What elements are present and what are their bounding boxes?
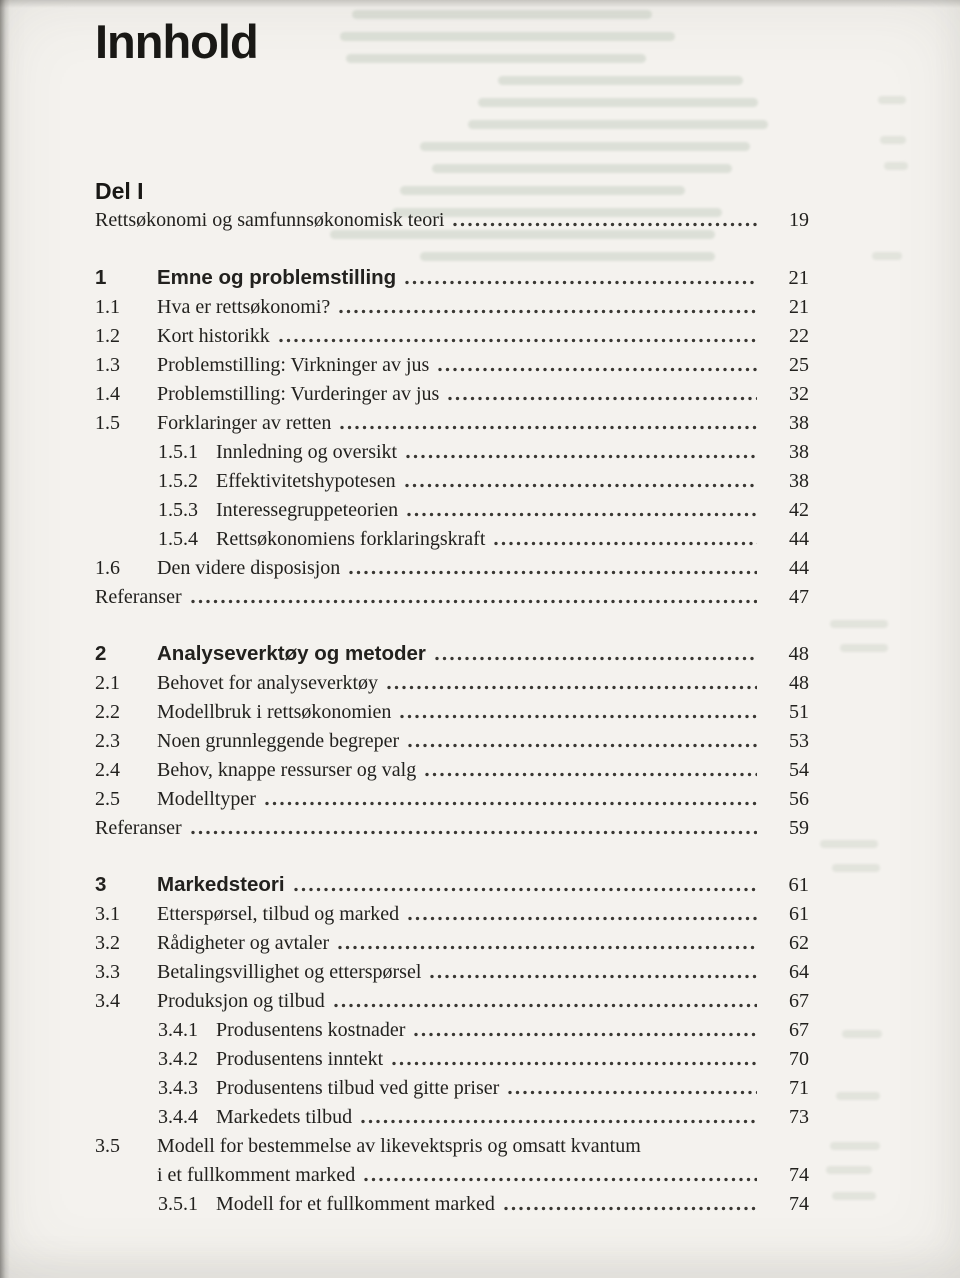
dotted-leader bbox=[508, 1090, 757, 1095]
toc-entry-title: Behovet for analyseverktøy bbox=[157, 672, 379, 694]
toc-entry bbox=[95, 1103, 809, 1132]
dotted-leader bbox=[408, 743, 757, 748]
toc-entry-title: Noen grunnleggende begreper bbox=[157, 730, 400, 752]
toc-entry-title: Rettsøkonomiens forklaringskraft bbox=[216, 528, 486, 550]
toc-entry bbox=[95, 1016, 809, 1045]
toc-entry bbox=[95, 1045, 809, 1074]
toc-entry bbox=[95, 322, 809, 351]
toc-entry-number: 3.1 bbox=[95, 903, 120, 925]
toc-entry-title: Betalingsvillighet og etterspørsel bbox=[157, 961, 422, 983]
toc-entry-page: 32 bbox=[789, 383, 809, 405]
toc-entry-title: Hva er rettsøkonomi? bbox=[157, 296, 331, 318]
toc-entry-number: 1.4 bbox=[95, 383, 120, 405]
toc-entry-number: 3.5.1 bbox=[158, 1193, 198, 1215]
dotted-leader bbox=[349, 570, 757, 575]
toc-entry-title: i et fullkomment marked bbox=[157, 1164, 356, 1186]
toc-entry-number: 1.5.1 bbox=[158, 441, 198, 463]
toc-list bbox=[95, 263, 809, 1219]
toc-entry-page: 73 bbox=[789, 1106, 809, 1128]
dotted-leader bbox=[361, 1119, 757, 1124]
toc-entry-title: Markedets tilbud bbox=[216, 1106, 353, 1128]
toc-entry-number: 1.2 bbox=[95, 325, 120, 347]
toc-entry-number: 2.3 bbox=[95, 730, 120, 752]
toc-entry-title: Kort historikk bbox=[157, 325, 270, 347]
toc-entry bbox=[95, 1074, 809, 1103]
toc-entry-title: Effektivitetshypotesen bbox=[216, 470, 396, 492]
toc-entry-title: Produsentens tilbud ved gitte priser bbox=[216, 1077, 500, 1099]
toc-entry bbox=[95, 727, 809, 756]
toc-entry-page: 21 bbox=[789, 296, 809, 318]
dotted-leader bbox=[191, 830, 757, 835]
toc-entry-number: 3.4.1 bbox=[158, 1019, 198, 1041]
dotted-leader bbox=[294, 887, 757, 892]
toc-entry-title: Interessegruppeteorien bbox=[216, 499, 399, 521]
toc-entry bbox=[95, 438, 809, 467]
toc-entry-page: 64 bbox=[789, 961, 809, 983]
dotted-leader bbox=[279, 338, 757, 343]
toc-entry-page: 67 bbox=[789, 990, 809, 1012]
toc-entry-number: 1.5 bbox=[95, 412, 120, 434]
dotted-leader bbox=[407, 512, 757, 517]
toc-entry-number: 1.6 bbox=[95, 557, 120, 579]
toc-entry-title: Den videre disposisjon bbox=[157, 557, 341, 579]
toc-entry bbox=[95, 870, 809, 900]
toc-entry-page: 48 bbox=[788, 643, 809, 665]
toc-entry-title: Analyseverktøy og metoder bbox=[157, 642, 426, 665]
toc-entry-title: Produsentens kostnader bbox=[216, 1019, 406, 1041]
toc-entry-page: 44 bbox=[789, 528, 809, 550]
toc-entry bbox=[95, 351, 809, 380]
toc-entry-page: 61 bbox=[788, 874, 809, 896]
toc-entry-page: 47 bbox=[789, 586, 809, 608]
toc-entry-title: Problemstilling: Virkninger av jus bbox=[157, 354, 430, 376]
toc-entry-page: 61 bbox=[789, 903, 809, 925]
dotted-leader bbox=[400, 714, 757, 719]
toc-entry-page: 51 bbox=[789, 701, 809, 723]
toc-entry bbox=[95, 756, 809, 785]
toc-entry bbox=[95, 1161, 809, 1190]
toc-entry-number: 1 bbox=[95, 266, 107, 289]
toc-entry-number: 3.3 bbox=[95, 961, 120, 983]
toc-entry-number: 1.3 bbox=[95, 354, 120, 376]
toc-entry bbox=[95, 698, 809, 727]
toc-entry-title: Rådigheter og avtaler bbox=[157, 932, 330, 954]
toc-entry-number: 3.2 bbox=[95, 932, 120, 954]
dotted-leader bbox=[494, 541, 757, 546]
toc-entry-title: Modelltyper bbox=[157, 788, 256, 810]
toc-entry-title: Innledning og oversikt bbox=[216, 441, 398, 463]
toc-entry-number: 1.5.2 bbox=[158, 470, 198, 492]
dotted-leader bbox=[453, 222, 757, 227]
dotted-leader bbox=[448, 396, 757, 401]
dotted-leader bbox=[334, 1003, 757, 1008]
toc-entry bbox=[95, 1132, 809, 1161]
toc-entry bbox=[95, 467, 809, 496]
toc-entry bbox=[95, 958, 809, 987]
part-title-row bbox=[95, 206, 809, 235]
toc-entry bbox=[95, 639, 809, 669]
toc-entry-page: 62 bbox=[789, 932, 809, 954]
toc-entry-title: Markedsteori bbox=[157, 873, 285, 896]
toc-entry-number: 2.1 bbox=[95, 672, 120, 694]
toc-entry-page: 44 bbox=[789, 557, 809, 579]
toc-entry bbox=[95, 380, 809, 409]
part-title: Rettsøkonomi og samfunnsøkonomisk teori bbox=[95, 209, 445, 231]
toc-entry-page: 25 bbox=[789, 354, 809, 376]
toc-entry-page: 22 bbox=[789, 325, 809, 347]
toc-entry-page: 54 bbox=[789, 759, 809, 781]
toc-entry-title: Produksjon og tilbud bbox=[157, 990, 325, 1012]
dotted-leader bbox=[430, 974, 757, 979]
toc-entry-number: 3.4 bbox=[95, 990, 120, 1012]
page-title: Innhold bbox=[95, 15, 258, 68]
toc-entry-number: 3.4.3 bbox=[158, 1077, 198, 1099]
toc-entry-title: Etterspørsel, tilbud og marked bbox=[157, 903, 400, 925]
toc-entry bbox=[95, 929, 809, 958]
toc-entry-number: 2.5 bbox=[95, 788, 120, 810]
toc-entry-title: Referanser bbox=[95, 586, 182, 608]
dotted-leader bbox=[340, 425, 757, 430]
toc-entry-number: 3 bbox=[95, 873, 107, 896]
toc-entry-page: 71 bbox=[789, 1077, 809, 1099]
toc-entry bbox=[95, 583, 809, 612]
toc-entry-page: 42 bbox=[789, 499, 809, 521]
dotted-leader bbox=[387, 685, 757, 690]
dotted-leader bbox=[650, 1148, 757, 1153]
toc-entry-title: Referanser bbox=[95, 817, 182, 839]
toc-entry bbox=[95, 785, 809, 814]
toc-entry-number: 2.4 bbox=[95, 759, 120, 781]
toc-entry-page: 59 bbox=[789, 817, 809, 839]
dotted-leader bbox=[406, 454, 757, 459]
dotted-leader bbox=[339, 309, 757, 314]
toc-entry-page: 53 bbox=[789, 730, 809, 752]
toc-entry bbox=[95, 496, 809, 525]
toc-entry bbox=[95, 554, 809, 583]
dotted-leader bbox=[435, 656, 757, 661]
dotted-leader bbox=[191, 599, 757, 604]
dotted-leader bbox=[405, 280, 757, 285]
toc-entry bbox=[95, 900, 809, 929]
dotted-leader bbox=[425, 772, 757, 777]
toc-entry-number: 3.4.2 bbox=[158, 1048, 198, 1070]
dotted-leader bbox=[364, 1177, 757, 1182]
toc-entry-number: 2 bbox=[95, 642, 107, 665]
toc-entry-title: Behov, knappe ressurser og valg bbox=[157, 759, 417, 781]
toc-entry-title: Modellbruk i rettsøkonomien bbox=[157, 701, 392, 723]
toc-entry-page: 74 bbox=[789, 1193, 809, 1215]
toc-entry-page: 21 bbox=[788, 267, 809, 289]
toc-entry-page: 48 bbox=[789, 672, 809, 694]
toc-entry bbox=[95, 814, 809, 843]
dotted-leader bbox=[438, 367, 757, 372]
toc-entry-title: Emne og problemstilling bbox=[157, 266, 397, 289]
dotted-leader bbox=[265, 801, 757, 806]
toc-entry-page: 38 bbox=[789, 470, 809, 492]
dotted-leader bbox=[414, 1032, 757, 1037]
toc-entry bbox=[95, 409, 809, 438]
dotted-leader bbox=[504, 1206, 757, 1211]
toc-entry-number: 1.5.4 bbox=[158, 528, 198, 550]
dotted-leader bbox=[338, 945, 757, 950]
dotted-leader bbox=[405, 483, 757, 488]
toc-entry bbox=[95, 669, 809, 698]
toc-entry-number: 1.1 bbox=[95, 296, 120, 318]
toc-entry-title: Modell for et fullkomment marked bbox=[216, 1193, 495, 1215]
toc-entry-number: 3.4.4 bbox=[158, 1106, 198, 1128]
dotted-leader bbox=[392, 1061, 757, 1066]
toc-entry-title: Problemstilling: Vurderinger av jus bbox=[157, 383, 440, 405]
part-label: Del I bbox=[95, 178, 144, 204]
toc-entry bbox=[95, 263, 809, 293]
part-heading bbox=[95, 176, 809, 235]
toc-entry-page: 74 bbox=[789, 1164, 809, 1186]
toc-entry-title: Modell for bestemmelse av likevektspris og omsatt kvantum bbox=[157, 1135, 641, 1157]
dotted-leader bbox=[408, 916, 757, 921]
toc-entry-page: 38 bbox=[789, 412, 809, 434]
toc-entry bbox=[95, 1190, 809, 1219]
toc-entry-number: 2.2 bbox=[95, 701, 120, 723]
toc-entry-title: Produsentens inntekt bbox=[216, 1048, 384, 1070]
toc-entry-number: 3.5 bbox=[95, 1135, 120, 1157]
toc-entry-number: 1.5.3 bbox=[158, 499, 198, 521]
toc-entry bbox=[95, 293, 809, 322]
toc-entry-page: 56 bbox=[789, 788, 809, 810]
toc-entry bbox=[95, 987, 809, 1016]
part-page-number: 19 bbox=[789, 209, 809, 231]
toc-entry-page: 38 bbox=[789, 441, 809, 463]
toc-entry-title: Forklaringer av retten bbox=[157, 412, 332, 434]
toc-entry bbox=[95, 525, 809, 554]
toc-entry-page: 67 bbox=[789, 1019, 809, 1041]
toc-entry-page: 70 bbox=[789, 1048, 809, 1070]
